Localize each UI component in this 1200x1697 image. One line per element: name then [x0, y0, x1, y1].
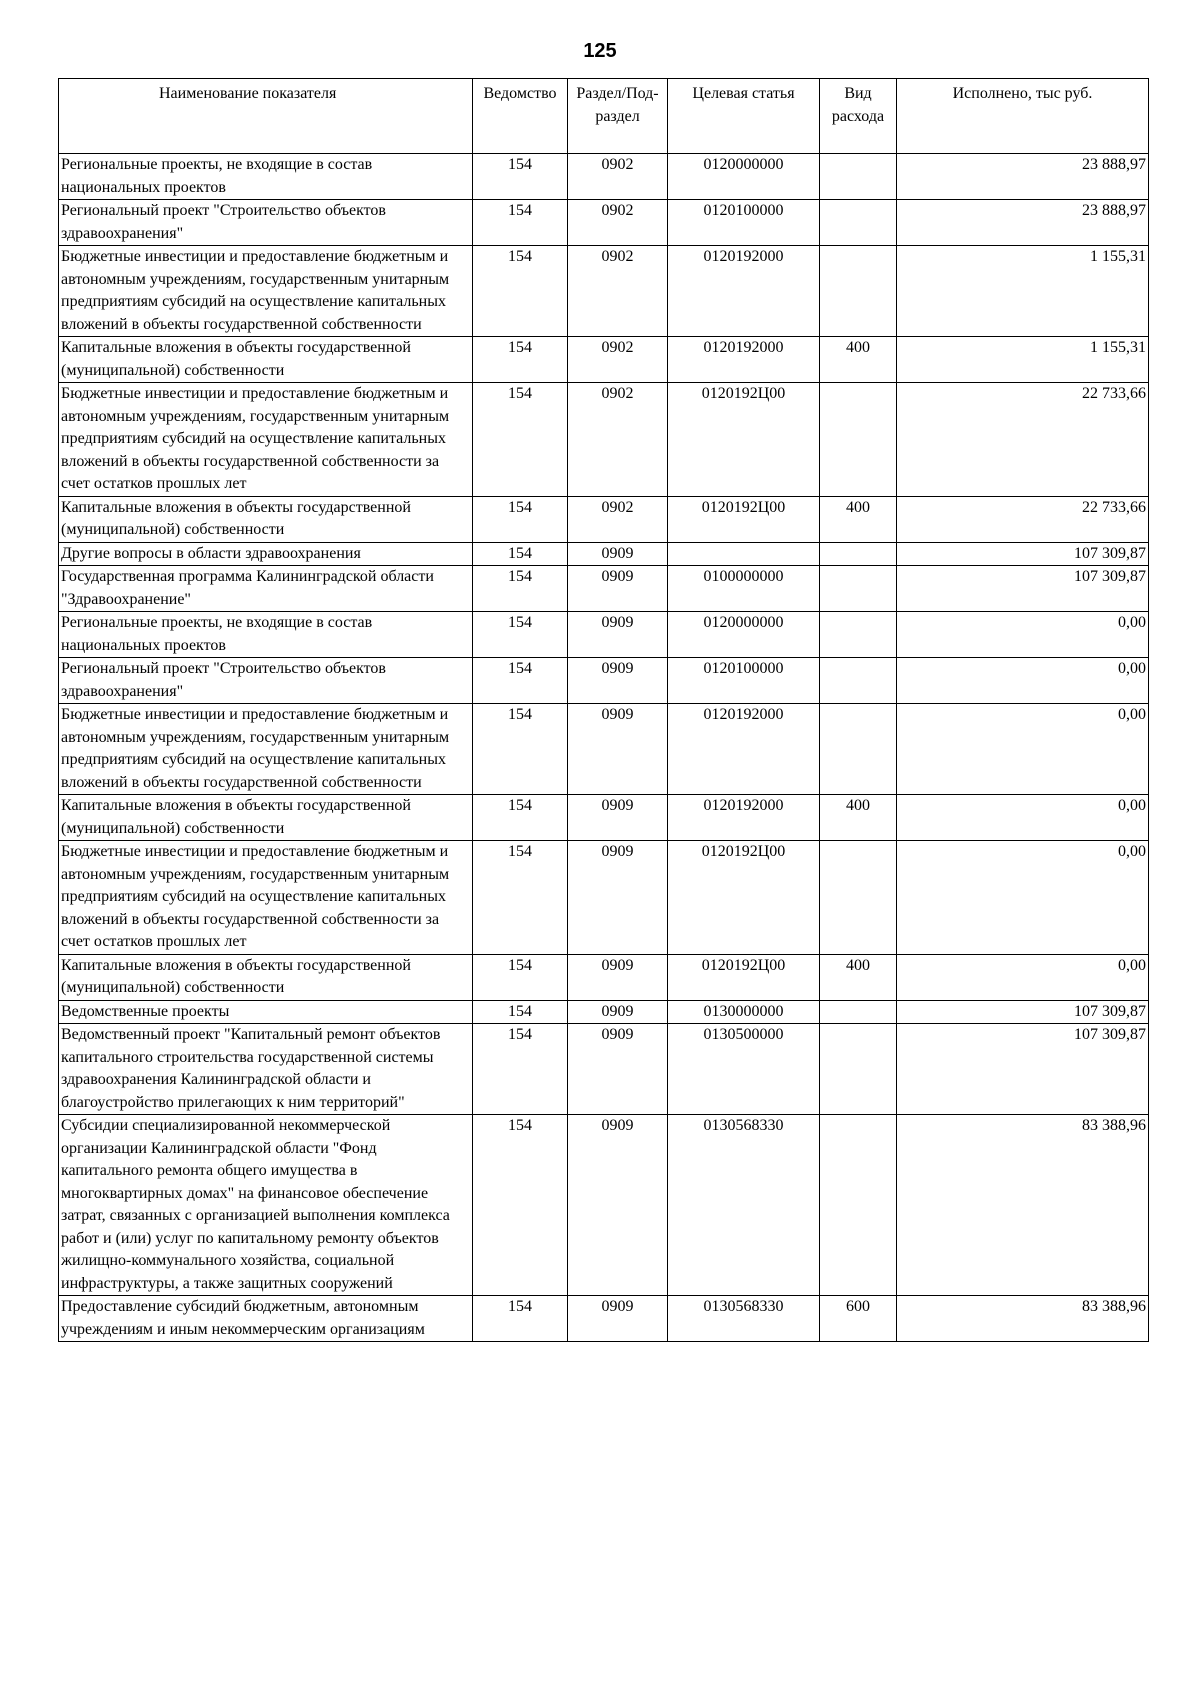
table-row	[59, 200, 1149, 246]
cell-target: 0120192000	[668, 246, 820, 337]
cell-amount: 107 309,87	[897, 542, 1149, 566]
cell-dept: 154	[473, 246, 568, 337]
cell-kind	[820, 566, 897, 612]
header-name: Наименование показателя	[59, 79, 473, 154]
cell-kind	[820, 383, 897, 497]
cell-target: 0120192Ц00	[668, 383, 820, 497]
cell-name: Региональные проекты, не входящие в состав национальных проектов	[59, 612, 473, 658]
cell-section: 0909	[568, 1296, 668, 1342]
header-section: Раздел/Под- раздел	[568, 79, 668, 154]
cell-dept: 154	[473, 704, 568, 795]
cell-section: 0909	[568, 1000, 668, 1024]
cell-target: 0130568330	[668, 1296, 820, 1342]
page-number: 125	[583, 40, 617, 62]
cell-dept: 154	[473, 1024, 568, 1115]
cell-amount: 0,00	[897, 841, 1149, 955]
cell-section: 0902	[568, 496, 668, 542]
cell-amount: 22 733,66	[897, 383, 1149, 497]
cell-kind: 400	[820, 496, 897, 542]
cell-name: Бюджетные инвестиции и предоставление бюджетным и автономным учреждениям, государственным унитарным предприятиям субсидий на осуществление капитальных вложений в объекты государственной собственности	[59, 246, 473, 337]
cell-section: 0909	[568, 1115, 668, 1296]
cell-kind	[820, 1024, 897, 1115]
cell-amount: 0,00	[897, 795, 1149, 841]
cell-name: Бюджетные инвестиции и предоставление бюджетным и автономным учреждениям, государственным унитарным предприятиям субсидий на осуществление капитальных вложений в объекты государственной собственности за счет остатков прошлых лет	[59, 841, 473, 955]
cell-dept: 154	[473, 200, 568, 246]
cell-amount: 1 155,31	[897, 246, 1149, 337]
cell-amount: 1 155,31	[897, 337, 1149, 383]
cell-amount: 107 309,87	[897, 1000, 1149, 1024]
cell-section: 0909	[568, 841, 668, 955]
cell-kind	[820, 542, 897, 566]
cell-section: 0909	[568, 612, 668, 658]
cell-section: 0909	[568, 658, 668, 704]
cell-dept: 154	[473, 1296, 568, 1342]
cell-dept: 154	[473, 542, 568, 566]
cell-amount: 23 888,97	[897, 200, 1149, 246]
cell-section: 0909	[568, 954, 668, 1000]
cell-name: Капитальные вложения в объекты государственной (муниципальной) собственности	[59, 954, 473, 1000]
cell-dept: 154	[473, 337, 568, 383]
table-row	[59, 954, 1149, 1000]
cell-dept: 154	[473, 154, 568, 200]
table-row	[59, 337, 1149, 383]
cell-kind	[820, 154, 897, 200]
cell-dept: 154	[473, 1000, 568, 1024]
cell-target: 0120192Ц00	[668, 954, 820, 1000]
cell-dept: 154	[473, 954, 568, 1000]
cell-amount: 83 388,96	[897, 1296, 1149, 1342]
table-body	[59, 154, 1149, 1342]
cell-kind: 400	[820, 795, 897, 841]
table-row	[59, 246, 1149, 337]
table-row	[59, 1024, 1149, 1115]
cell-target	[668, 542, 820, 566]
cell-target: 0120192000	[668, 704, 820, 795]
cell-amount: 0,00	[897, 704, 1149, 795]
cell-target: 0120000000	[668, 154, 820, 200]
table-row	[59, 383, 1149, 497]
cell-section: 0909	[568, 704, 668, 795]
cell-target: 0100000000	[668, 566, 820, 612]
cell-target: 0130568330	[668, 1115, 820, 1296]
cell-section: 0902	[568, 383, 668, 497]
cell-section: 0902	[568, 154, 668, 200]
cell-name: Капитальные вложения в объекты государственной (муниципальной) собственности	[59, 337, 473, 383]
header-kind: Вид расхода	[820, 79, 897, 154]
cell-amount: 107 309,87	[897, 566, 1149, 612]
cell-kind	[820, 246, 897, 337]
cell-name: Капитальные вложения в объекты государственной (муниципальной) собственности	[59, 496, 473, 542]
cell-name: Региональный проект "Строительство объектов здравоохранения"	[59, 658, 473, 704]
cell-kind: 600	[820, 1296, 897, 1342]
cell-name: Ведомственный проект "Капитальный ремонт объектов капитального строительства государственной системы здравоохранения Калининградской области и благоустройство прилегающих к ним территорий"	[59, 1024, 473, 1115]
cell-amount: 107 309,87	[897, 1024, 1149, 1115]
cell-name: Бюджетные инвестиции и предоставление бюджетным и автономным учреждениям, государственным унитарным предприятиям субсидий на осуществление капитальных вложений в объекты государственной собственности за счет остатков прошлых лет	[59, 383, 473, 497]
cell-name: Другие вопросы в области здравоохранения	[59, 542, 473, 566]
cell-target: 0120192Ц00	[668, 841, 820, 955]
cell-name: Государственная программа Калининградской области "Здравоохранение"	[59, 566, 473, 612]
table-row	[59, 1000, 1149, 1024]
table-row	[59, 704, 1149, 795]
cell-dept: 154	[473, 612, 568, 658]
cell-kind: 400	[820, 954, 897, 1000]
table-row	[59, 795, 1149, 841]
table-row	[59, 612, 1149, 658]
cell-kind: 400	[820, 337, 897, 383]
cell-section: 0902	[568, 337, 668, 383]
header-dept: Ведомство	[473, 79, 568, 154]
cell-target: 0120000000	[668, 612, 820, 658]
table-row	[59, 1296, 1149, 1342]
table-row	[59, 566, 1149, 612]
cell-amount: 83 388,96	[897, 1115, 1149, 1296]
cell-kind	[820, 1115, 897, 1296]
cell-kind	[820, 1000, 897, 1024]
header-amount: Исполнено, тыс руб.	[897, 79, 1149, 154]
cell-section: 0909	[568, 1024, 668, 1115]
cell-amount: 23 888,97	[897, 154, 1149, 200]
table-row	[59, 154, 1149, 200]
cell-section: 0909	[568, 795, 668, 841]
cell-amount: 0,00	[897, 658, 1149, 704]
table-row	[59, 841, 1149, 955]
cell-dept: 154	[473, 566, 568, 612]
cell-name: Субсидии специализированной некоммерческой организации Калининградской области "Фонд капитального ремонта общего имущества в многоквартирных домах" на финансовое обеспечение затрат, связанных с организацией выполнения комплекса работ и (или) услуг по капитальному ремонту объектов жилищно-коммунального хозяйства, социальной инфраструктуры, а также защитных сооружений	[59, 1115, 473, 1296]
cell-name: Ведомственные проекты	[59, 1000, 473, 1024]
budget-table	[58, 78, 1149, 1342]
cell-kind	[820, 704, 897, 795]
table-row	[59, 1115, 1149, 1296]
cell-section: 0909	[568, 566, 668, 612]
table-header	[59, 79, 1149, 154]
cell-target: 0120192000	[668, 795, 820, 841]
cell-kind	[820, 841, 897, 955]
cell-dept: 154	[473, 383, 568, 497]
cell-dept: 154	[473, 1115, 568, 1296]
cell-name: Бюджетные инвестиции и предоставление бюджетным и автономным учреждениям, государственным унитарным предприятиям субсидий на осуществление капитальных вложений в объекты государственной собственности	[59, 704, 473, 795]
cell-target: 0130000000	[668, 1000, 820, 1024]
cell-name: Капитальные вложения в объекты государственной (муниципальной) собственности	[59, 795, 473, 841]
cell-dept: 154	[473, 795, 568, 841]
cell-target: 0120100000	[668, 658, 820, 704]
header-row	[59, 79, 1149, 154]
cell-name: Региональный проект "Строительство объектов здравоохранения"	[59, 200, 473, 246]
cell-kind	[820, 612, 897, 658]
cell-target: 0130500000	[668, 1024, 820, 1115]
cell-section: 0902	[568, 246, 668, 337]
cell-target: 0120100000	[668, 200, 820, 246]
table-row	[59, 542, 1149, 566]
cell-dept: 154	[473, 496, 568, 542]
cell-amount: 0,00	[897, 954, 1149, 1000]
cell-name: Региональные проекты, не входящие в состав национальных проектов	[59, 154, 473, 200]
table-row	[59, 658, 1149, 704]
cell-name: Предоставление субсидий бюджетным, автономным учреждениям и иным некоммерческим организациям	[59, 1296, 473, 1342]
cell-amount: 22 733,66	[897, 496, 1149, 542]
cell-target: 0120192Ц00	[668, 496, 820, 542]
table-row	[59, 496, 1149, 542]
cell-kind	[820, 200, 897, 246]
cell-kind	[820, 658, 897, 704]
cell-section: 0909	[568, 542, 668, 566]
cell-dept: 154	[473, 658, 568, 704]
cell-section: 0902	[568, 200, 668, 246]
cell-target: 0120192000	[668, 337, 820, 383]
cell-amount: 0,00	[897, 612, 1149, 658]
cell-dept: 154	[473, 841, 568, 955]
header-target: Целевая статья	[668, 79, 820, 154]
